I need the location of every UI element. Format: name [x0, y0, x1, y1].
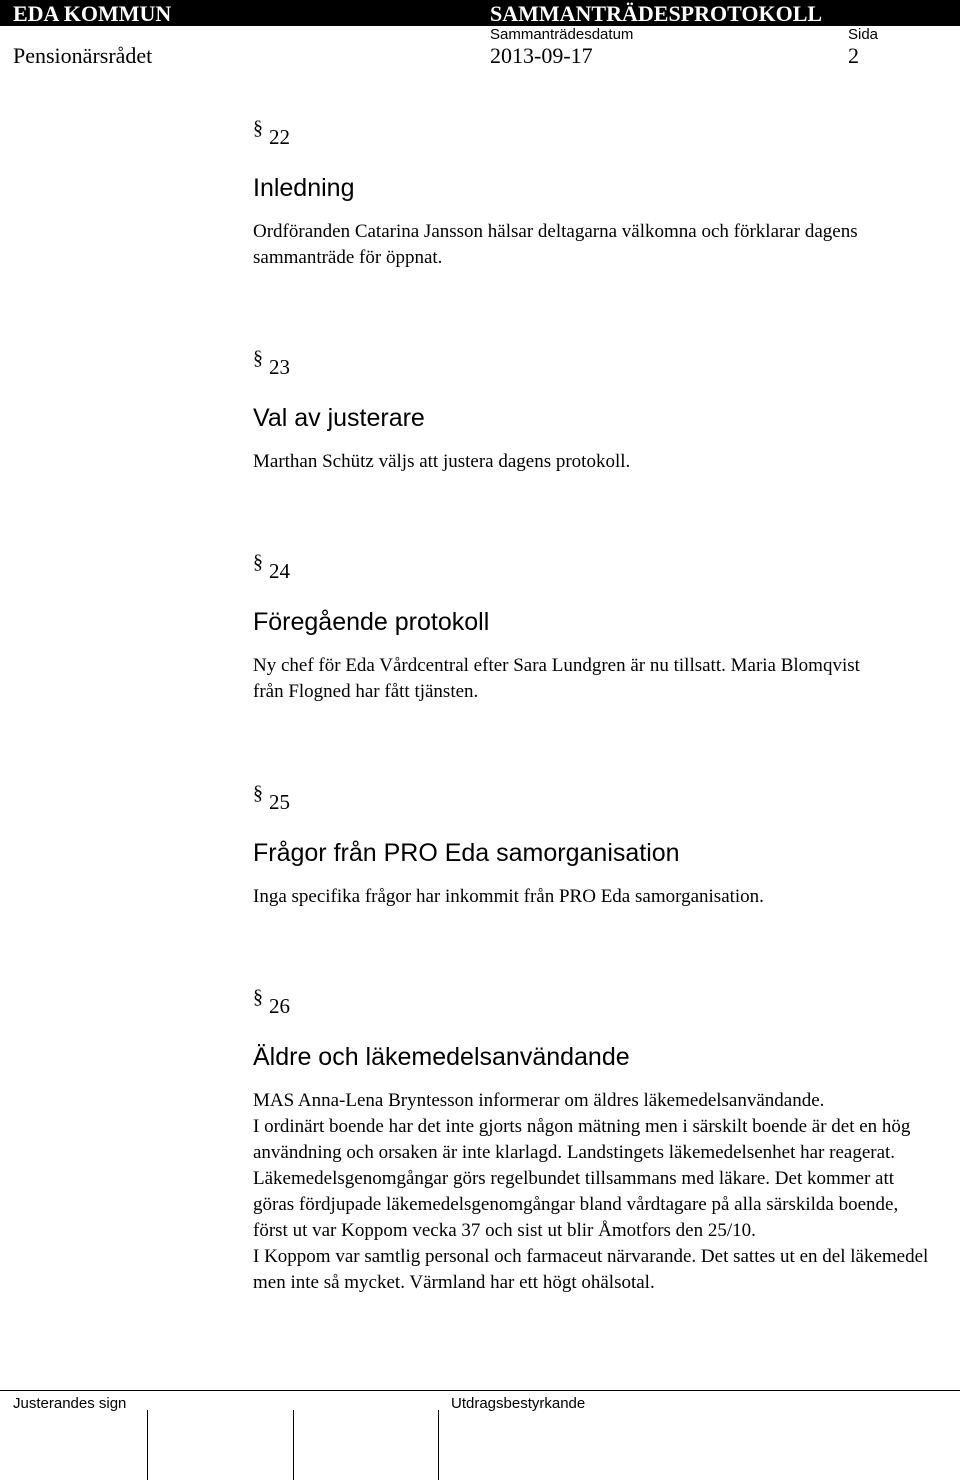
body-paragraph: MAS Anna-Lena Bryntesson informerar om äldres läkemedelsanvändande.: [253, 1090, 825, 1111]
section-heading: Äldre och läkemedelsanvändande: [253, 1043, 630, 1071]
paragraph-number: [253, 782, 933, 816]
paragraph-number: [253, 347, 933, 381]
footer-sign-label: Justerandes sign: [13, 1395, 127, 1412]
section-body: [253, 449, 933, 475]
section-24: [253, 551, 933, 705]
section-number: 23: [269, 355, 290, 379]
section-body: [253, 884, 933, 910]
paragraph-number: [253, 117, 933, 151]
section-number: 25: [269, 790, 290, 814]
section-number: 24: [269, 559, 290, 583]
header-document-title: SAMMANTRÄDESPROTOKOLL: [490, 1, 823, 26]
section-sign: §: [253, 782, 263, 804]
section-sign: §: [253, 347, 263, 369]
section-heading: Inledning: [253, 174, 355, 202]
header-organization: EDA KOMMUN: [13, 1, 172, 26]
footer-rule: [0, 1390, 960, 1391]
signature-box-divider: [438, 1410, 439, 1480]
section-heading: Val av justerare: [253, 404, 425, 432]
section-body: [253, 653, 893, 705]
section-25: [253, 782, 933, 910]
section-23: [253, 347, 933, 475]
section-number: 22: [269, 125, 290, 149]
section-heading: Föregående protokoll: [253, 608, 490, 636]
section-body: [253, 219, 933, 271]
paragraph-number: [253, 551, 933, 585]
section-26: [253, 986, 933, 1296]
body-paragraph: I ordinärt boende har det inte gjorts någon mätning men i särskilt boende är det en hög användning och orsaken är inte klarlagd. Landstingets läkemedelsenhet har reagerat. Läkemedelsgenomgångar görs regelbundet tillsammans med läkare. Det kommer att göras fördjupade läkemedelsgenomgångar bland vårdtagare på alla särskilda boende, först ut var Koppom vecka 37 och sist ut blir Åmotfors den 25/10.: [253, 1116, 911, 1241]
section-heading: Frågor från PRO Eda samorganisation: [253, 839, 680, 867]
header-date: 2013-09-17: [490, 43, 593, 68]
section-number: 26: [269, 994, 290, 1018]
signature-box-divider: [147, 1410, 148, 1480]
header-body-name: Pensionärsrådet: [13, 43, 153, 68]
section-sign: §: [253, 551, 263, 573]
signature-box-divider: [293, 1410, 294, 1480]
section-22: [253, 117, 933, 271]
body-paragraph: Ny chef för Eda Vårdcentral efter Sara Lundgren är nu tillsatt. Maria Blomqvist från Flogned har fått tjänsten.: [253, 655, 860, 702]
header-date-label: Sammanträdesdatum: [490, 26, 634, 43]
paragraph-number: [253, 986, 933, 1020]
body-paragraph: I Koppom var samtlig personal och farmaceut närvarande. Det sattes ut en del läkemedel men inte så mycket. Värmland har ett högt ohälsotal.: [253, 1246, 929, 1293]
body-paragraph: Marthan Schütz väljs att justera dagens protokoll.: [253, 451, 631, 472]
footer-certification-label: Utdragsbestyrkande: [451, 1395, 586, 1412]
body-paragraph: Inga specifika frågor har inkommit från PRO Eda samorganisation.: [253, 886, 764, 907]
header-page-number: 2: [848, 43, 859, 68]
section-sign: §: [253, 117, 263, 139]
section-sign: §: [253, 986, 263, 1008]
header-page-label: Sida: [848, 26, 879, 43]
section-body: [253, 1088, 933, 1296]
body-paragraph: Ordföranden Catarina Jansson hälsar deltagarna välkomna och förklarar dagens sammanträde för öppnat.: [253, 221, 858, 268]
